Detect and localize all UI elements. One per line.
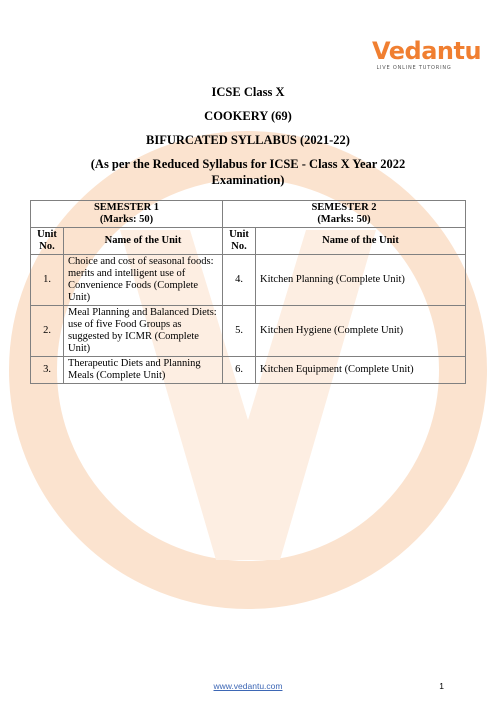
syllabus-title: BIFURCATED SYLLABUS (2021-22) bbox=[146, 133, 350, 147]
logo-text: Vedantu bbox=[372, 37, 482, 65]
s1-unit-no: 1. bbox=[31, 255, 64, 306]
semester2-marks: (Marks: 50) bbox=[317, 214, 371, 225]
syllabus-note-line2: Examination) bbox=[211, 173, 285, 187]
s2-unit-name: Kitchen Hygiene (Complete Unit) bbox=[256, 306, 466, 357]
s2-unit-no: 5. bbox=[223, 306, 256, 357]
semester-header-row bbox=[31, 201, 466, 228]
table-row bbox=[31, 306, 466, 357]
document-headings bbox=[30, 84, 466, 188]
s1-unit-no-header: Unit No. bbox=[31, 228, 64, 255]
page-number: 1 bbox=[439, 681, 444, 691]
logo-tagline: LIVE ONLINE TUTORING bbox=[376, 65, 452, 71]
subject-title: COOKERY (69) bbox=[204, 109, 292, 123]
s2-unit-no-header: Unit No. bbox=[223, 228, 256, 255]
s1-unit-name: Therapeutic Diets and Planning Meals (Complete Unit) bbox=[64, 357, 223, 384]
semester1-marks: (Marks: 50) bbox=[99, 214, 154, 225]
syllabus-note-line1: (As per the Reduced Syllabus for ICSE - Class X Year 2022 bbox=[90, 157, 406, 171]
semester1-header bbox=[31, 201, 223, 228]
s1-unit-no: 2. bbox=[31, 306, 64, 357]
footer-website-link[interactable]: www.vedantu.com bbox=[213, 681, 283, 691]
s2-unit-name: Kitchen Planning (Complete Unit) bbox=[256, 255, 466, 306]
s1-unit-name-header: Name of the Unit bbox=[64, 228, 223, 255]
syllabus-table bbox=[30, 200, 466, 384]
table-row bbox=[31, 357, 466, 384]
s2-unit-name: Kitchen Equipment (Complete Unit) bbox=[256, 357, 466, 384]
semester1-title: SEMESTER 1 bbox=[93, 202, 160, 213]
s2-unit-no: 6. bbox=[223, 357, 256, 384]
table-row bbox=[31, 255, 466, 306]
semester2-header bbox=[223, 201, 466, 228]
s1-unit-name: Choice and cost of seasonal foods: merits and intelligent use of Convenience Foods (Complete Unit) bbox=[64, 255, 223, 306]
semester2-title: SEMESTER 2 bbox=[311, 202, 377, 213]
column-header-row bbox=[31, 228, 466, 255]
s2-unit-name-header: Name of the Unit bbox=[256, 228, 466, 255]
s1-unit-no: 3. bbox=[31, 357, 64, 384]
s1-unit-name: Meal Planning and Balanced Diets: use of five Food Groups as suggested by ICMR (Complete Unit) bbox=[64, 306, 223, 357]
vedantu-logo[interactable] bbox=[372, 37, 482, 71]
s2-unit-no: 4. bbox=[223, 255, 256, 306]
class-title: ICSE Class X bbox=[211, 85, 285, 99]
